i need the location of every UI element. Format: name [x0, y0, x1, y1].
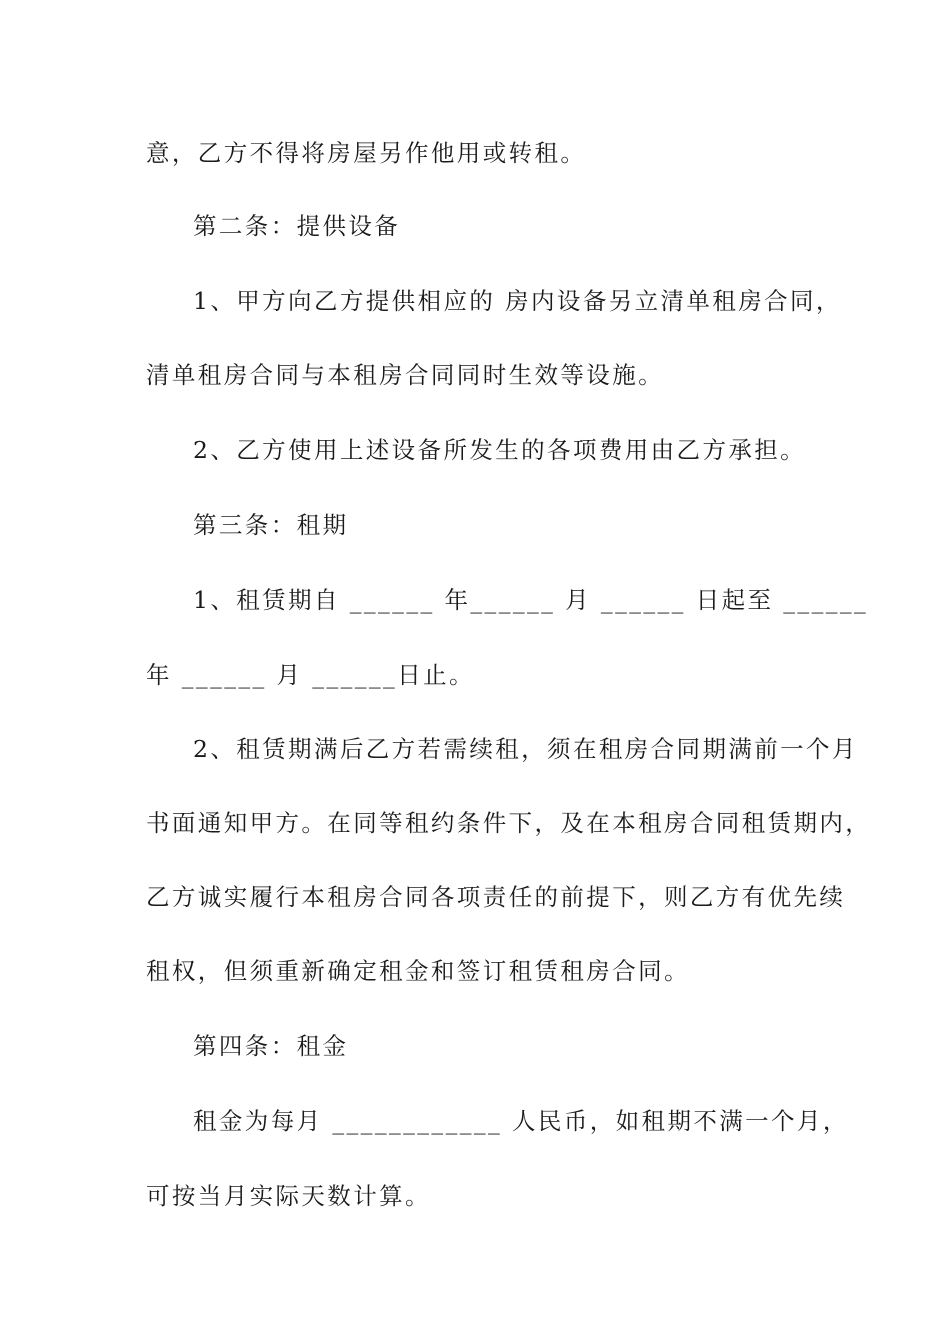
paragraph-line: 2、乙方使用上述设备所发生的各项费用由乙方承担。	[193, 436, 807, 464]
paragraph-line: 书面通知甲方。在同等租约条件下，及在本租房合同租赁期内，	[146, 809, 872, 837]
paragraph-line: 意，乙方不得将房屋另作他用或转租。	[146, 139, 587, 167]
paragraph-line: 租金为每月 ____________ 人民币，如租期不满一个月，	[193, 1107, 849, 1135]
section-heading: 第三条：租期	[193, 511, 349, 539]
section-heading: 第四条：租金	[193, 1032, 349, 1060]
paragraph-line: 1、租赁期自 ______ 年______ 月 ______ 日起至 ______	[193, 586, 869, 614]
paragraph-line: 乙方诚实履行本租房合同各项责任的前提下，则乙方有优先续	[146, 883, 846, 911]
paragraph-line: 清单租房合同与本租房合同同时生效等设施。	[146, 361, 664, 389]
paragraph-line: 可按当月实际天数计算。	[146, 1182, 431, 1210]
paragraph-line: 年 ______ 月 ______日止。	[146, 661, 475, 689]
paragraph-line: 1、甲方向乙方提供相应的 房内设备另立清单租房合同，	[193, 287, 842, 315]
section-heading: 第二条：提供设备	[193, 212, 401, 240]
paragraph-line: 2、租赁期满后乙方若需续租，须在租房合同期满前一个月	[193, 735, 858, 763]
paragraph-line: 租权，但须重新确定租金和签订租赁租房合同。	[146, 957, 690, 985]
